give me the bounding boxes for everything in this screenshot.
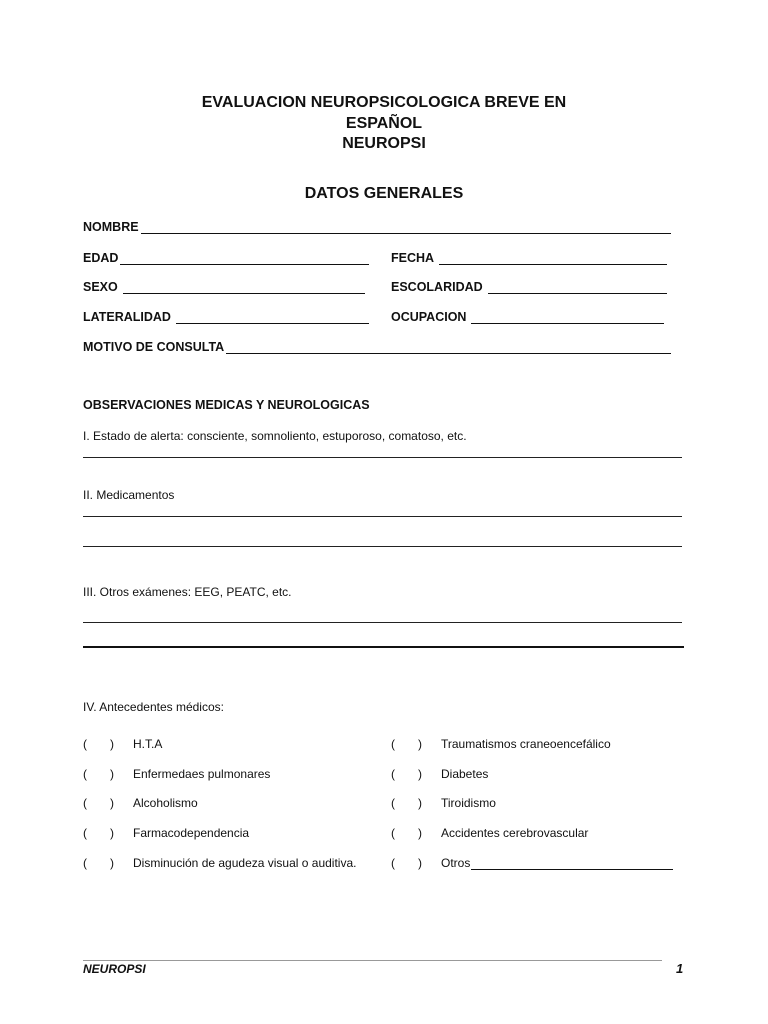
section-title-datos-generales: DATOS GENERALES [304, 185, 464, 202]
sexo-label: SEXO [83, 280, 118, 294]
medicamentos-label: II. Medicamentos [83, 488, 175, 502]
nombre-line[interactable] [141, 222, 671, 234]
motivo-consulta-field[interactable] [83, 338, 671, 354]
checkbox-otros-label: Otros [441, 856, 471, 870]
medicamentos-line-1[interactable] [83, 516, 682, 517]
escolaridad-label: ESCOLARIDAD [391, 280, 483, 294]
lateralidad-field[interactable] [83, 308, 369, 324]
otros-examenes-label: III. Otros exámenes: EEG, PEATC, etc. [83, 585, 292, 599]
medicamentos-line-2[interactable] [83, 546, 682, 547]
fecha-line[interactable] [439, 253, 667, 265]
edad-label: EDAD [83, 251, 119, 265]
checkbox-traumatismos-label: Traumatismos craneoencefálico [441, 737, 611, 751]
section-divider [83, 646, 684, 648]
checkbox-tiroidismo-label: Tiroidismo [441, 796, 496, 810]
ocupacion-label: OCUPACION [391, 310, 467, 324]
sexo-line[interactable] [123, 282, 365, 294]
checkbox-accidentes-cerebrovascular-label: Accidentes cerebrovascular [441, 826, 589, 840]
lateralidad-line[interactable] [176, 312, 369, 324]
title-line-2: ESPAÑOL [345, 114, 423, 132]
checkbox-otros-field [441, 856, 673, 870]
ocupacion-field[interactable] [391, 308, 664, 324]
observaciones-heading: OBSERVACIONES MEDICAS Y NEUROLOGICAS [83, 398, 370, 412]
escolaridad-field[interactable] [391, 278, 667, 294]
checkbox-farmacodependencia-label: Farmacodependencia [133, 826, 250, 840]
nombre-label: NOMBRE [83, 220, 139, 234]
checkbox-diabetes-label: Diabetes [441, 767, 489, 781]
estado-alerta-label: I. Estado de alerta: consciente, somnoliento, estuporoso, comatoso, etc. [83, 429, 467, 443]
checkbox-alcoholismo-label: Alcoholismo [133, 796, 198, 810]
edad-line[interactable] [120, 253, 369, 265]
lateralidad-label: LATERALIDAD [83, 310, 171, 324]
checkbox-disminucion-agudeza-label: Disminución de agudeza visual o auditiva. [133, 856, 357, 870]
title-line-3: NEUROPSI [342, 135, 426, 152]
escolaridad-line[interactable] [488, 282, 667, 294]
title-line-1: EVALUACION NEUROPSICOLOGICA BREVE EN [201, 94, 567, 111]
motivo-consulta-line[interactable] [226, 342, 671, 354]
footer-divider [83, 960, 662, 961]
sexo-field[interactable] [83, 278, 365, 294]
edad-field[interactable] [83, 249, 369, 265]
estado-alerta-line[interactable] [83, 457, 682, 458]
nombre-field[interactable] [83, 218, 671, 234]
otros-line[interactable] [471, 858, 673, 870]
checkbox-hta-label: H.T.A [133, 737, 163, 751]
document-title [0, 93, 768, 155]
fecha-label: FECHA [391, 251, 435, 265]
antecedentes-label: IV. Antecedentes médicos: [83, 700, 224, 714]
motivo-consulta-label: MOTIVO DE CONSULTA [83, 340, 225, 354]
page-number: 1 [676, 961, 684, 976]
ocupacion-line[interactable] [471, 312, 664, 324]
footer-title: NEUROPSI [83, 962, 146, 976]
checkbox-enfermedades-pulmonares-label: Enfermedaes pulmonares [133, 767, 271, 781]
fecha-field[interactable] [391, 249, 667, 265]
otros-examenes-line[interactable] [83, 622, 682, 623]
